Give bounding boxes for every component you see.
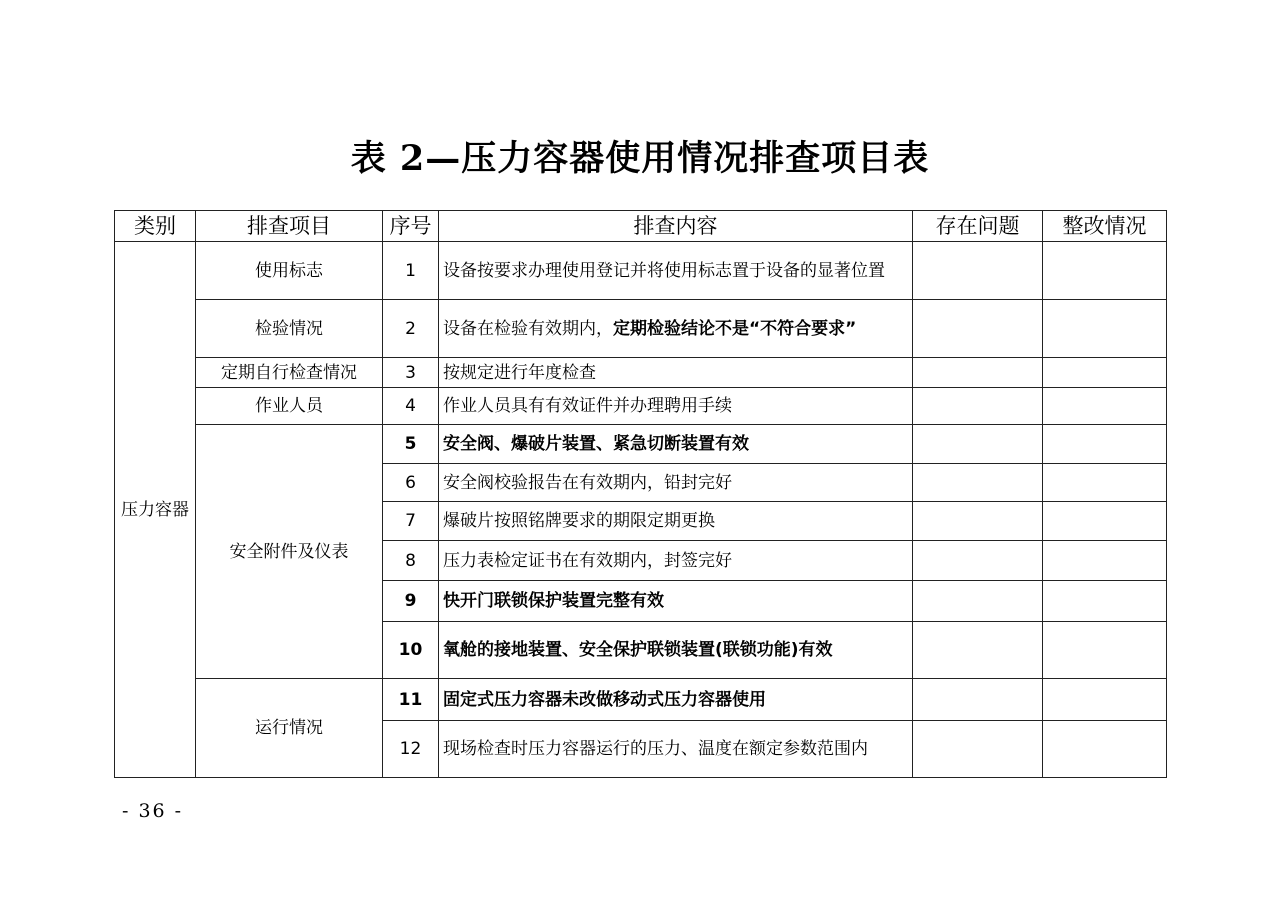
item-cell-operation: 运行情况 — [196, 679, 383, 778]
rectify-cell — [1043, 358, 1167, 388]
rectify-cell — [1043, 242, 1167, 300]
content-cell: 现场检查时压力容器运行的压力、温度在额定参数范围内 — [439, 721, 913, 778]
table-row — [115, 300, 1167, 358]
seq-cell: 11 — [383, 679, 439, 721]
problem-cell — [913, 358, 1043, 388]
seq-cell: 12 — [383, 721, 439, 778]
header-seq: 序号 — [383, 211, 439, 242]
category-cell: 压力容器 — [115, 242, 196, 778]
seq-cell: 1 — [383, 242, 439, 300]
table-row — [115, 679, 1167, 721]
problem-cell — [913, 721, 1043, 778]
content-cell: 安全阀、爆破片装置、紧急切断装置有效 — [439, 425, 913, 464]
content-cell: 氧舱的接地装置、安全保护联锁装置(联锁功能)有效 — [439, 622, 913, 679]
content-cell: 压力表检定证书在有效期内，封签完好 — [439, 541, 913, 581]
rectify-cell — [1043, 721, 1167, 778]
header-problem: 存在问题 — [913, 211, 1043, 242]
rectify-cell — [1043, 502, 1167, 541]
item-cell-safety-accessories: 安全附件及仪表 — [196, 425, 383, 679]
problem-cell — [913, 622, 1043, 679]
header-content: 排查内容 — [439, 211, 913, 242]
item-cell-usage-mark: 使用标志 — [196, 242, 383, 300]
content-cell: 按规定进行年度检查 — [439, 358, 913, 388]
problem-cell — [913, 388, 1043, 425]
table-row — [115, 242, 1167, 300]
rectify-cell — [1043, 622, 1167, 679]
table-row — [115, 388, 1167, 425]
page-number: - 36 - — [122, 800, 184, 822]
content-cell — [439, 300, 913, 358]
rectify-cell — [1043, 300, 1167, 358]
problem-cell — [913, 425, 1043, 464]
content-cell: 安全阀校验报告在有效期内，铅封完好 — [439, 464, 913, 502]
rectify-cell — [1043, 679, 1167, 721]
content-cell: 爆破片按照铭牌要求的期限定期更换 — [439, 502, 913, 541]
table-row — [115, 358, 1167, 388]
content-plain-text: 设备在检验有效期内， — [443, 318, 613, 339]
problem-cell — [913, 541, 1043, 581]
seq-cell: 3 — [383, 358, 439, 388]
problem-cell — [913, 502, 1043, 541]
rectify-cell — [1043, 425, 1167, 464]
inspection-table — [114, 210, 1167, 778]
header-category: 类别 — [115, 211, 196, 242]
seq-cell: 4 — [383, 388, 439, 425]
rectify-cell — [1043, 464, 1167, 502]
content-cell: 快开门联锁保护装置完整有效 — [439, 581, 913, 622]
item-cell-self-check: 定期自行检查情况 — [196, 358, 383, 388]
seq-cell: 8 — [383, 541, 439, 581]
problem-cell — [913, 679, 1043, 721]
page-title: 表 2—压力容器使用情况排查项目表 — [350, 138, 930, 179]
table-header-row — [115, 211, 1167, 242]
item-cell-operators: 作业人员 — [196, 388, 383, 425]
content-cell: 固定式压力容器未改做移动式压力容器使用 — [439, 679, 913, 721]
content-cell: 作业人员具有有效证件并办理聘用手续 — [439, 388, 913, 425]
header-item: 排查项目 — [196, 211, 383, 242]
table-row — [115, 425, 1167, 464]
seq-cell: 5 — [383, 425, 439, 464]
problem-cell — [913, 300, 1043, 358]
item-cell-inspection: 检验情况 — [196, 300, 383, 358]
content-cell: 设备按要求办理使用登记并将使用标志置于设备的显著位置 — [439, 242, 913, 300]
rectify-cell — [1043, 581, 1167, 622]
problem-cell — [913, 581, 1043, 622]
content-bold-text: 定期检验结论不是“不符合要求” — [613, 318, 857, 339]
seq-cell: 2 — [383, 300, 439, 358]
problem-cell — [913, 464, 1043, 502]
rectify-cell — [1043, 541, 1167, 581]
header-rectify: 整改情况 — [1043, 211, 1167, 242]
seq-cell: 9 — [383, 581, 439, 622]
seq-cell: 7 — [383, 502, 439, 541]
problem-cell — [913, 242, 1043, 300]
seq-cell: 6 — [383, 464, 439, 502]
seq-cell: 10 — [383, 622, 439, 679]
rectify-cell — [1043, 388, 1167, 425]
